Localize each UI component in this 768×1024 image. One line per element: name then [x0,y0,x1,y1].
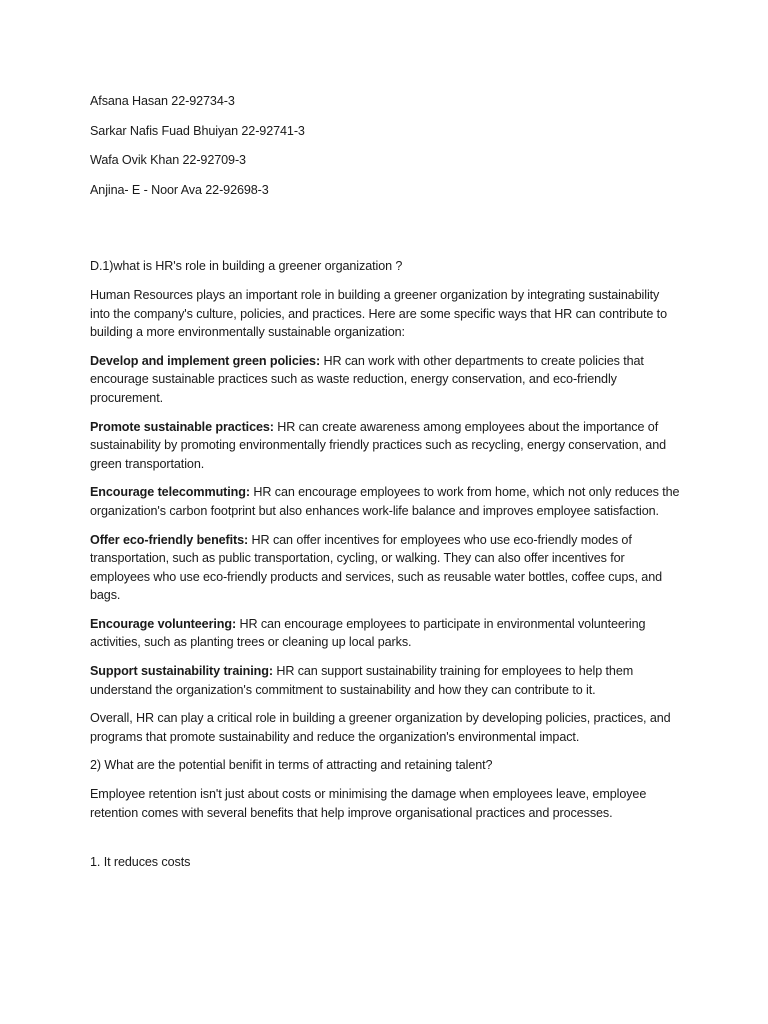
hr-role-item [90,483,680,520]
hr-role-item-text: HR can create awareness among employees about the importance of sustainability by promoting environmentally friendly practices such as recycling, energy conservation, and green transportation. [90,419,667,471]
hr-role-item-title: Promote sustainable practices: [90,419,274,434]
hr-role-item-text: HR can encourage employees to work from home, which not only reduces the organization's carbon footprint but also enhances work-life balance and improves employee satisfaction. [90,485,680,518]
question-1-heading: D.1)what is HR's role in building a greener organization ? [90,259,403,274]
hr-role-item [90,352,680,408]
hr-role-item-text: HR can support sustainability training for employees to help them understand the organization's commitment to sustainability and how they can contribute to it. [90,664,634,697]
hr-role-item-title: Encourage volunteering: [90,616,237,631]
question-1-intro: Human Resources plays an important role in building a greener organization by integrating sustainability into the company's culture, policies, and practices. Here are some specific ways that HR can contribute to building a more environmentally sustainable organization: [90,287,667,340]
hr-role-item-title: Encourage telecommuting: [90,485,250,500]
hr-role-item-text: HR can work with other departments to create policies that encourage sustainable practices such as waste reduction, energy conservation, and eco-friendly procurement. [90,353,644,405]
author-name: Sarkar Nafis Fuad Bhuiyan 22-92741-3 [90,123,305,138]
hr-role-item [90,662,680,699]
hr-role-item-title: Offer eco-friendly benefits: [90,532,249,547]
hr-role-item-text: HR can encourage employees to participate in environmental volunteering activities, such as planting trees or cleaning up local parks. [90,616,646,650]
numbered-point: 1. It reduces costs [90,855,191,870]
author-name: Anjina- E - Noor Ava 22-92698-3 [90,182,269,197]
hr-role-item [90,418,680,474]
hr-role-item-title: Develop and implement green policies: [90,353,321,368]
document-body [90,92,680,882]
hr-role-item [90,615,680,652]
author-name: Afsana Hasan 22-92734-3 [90,94,235,108]
hr-role-item [90,531,680,605]
question-2-heading: 2) What are the potential benifit in terms of attracting and retaining talent? [90,758,493,773]
question-2-intro: Employee retention isn't just about costs or minimising the damage when employees leave, employee retention comes with several benefits that help improve organisational practices and processes. [90,787,647,820]
hr-role-item-title: Support sustainability training: [90,664,273,679]
author-list [90,92,680,199]
author-name: Wafa Ovik Khan 22-92709-3 [90,153,246,168]
question-1-conclusion: Overall, HR can play a critical role in building a greener organization by developing policies, practices, and programs that promote sustainability and reduce the organization's environmental impact. [90,711,671,744]
hr-role-item-text: HR can offer incentives for employees who use eco-friendly modes of transportation, such as public transportation, cycling, or walking. They can also offer incentives for employees who use eco-friendly products and services, such as reusable water bottles, coffee cups, and bags. [90,532,662,603]
